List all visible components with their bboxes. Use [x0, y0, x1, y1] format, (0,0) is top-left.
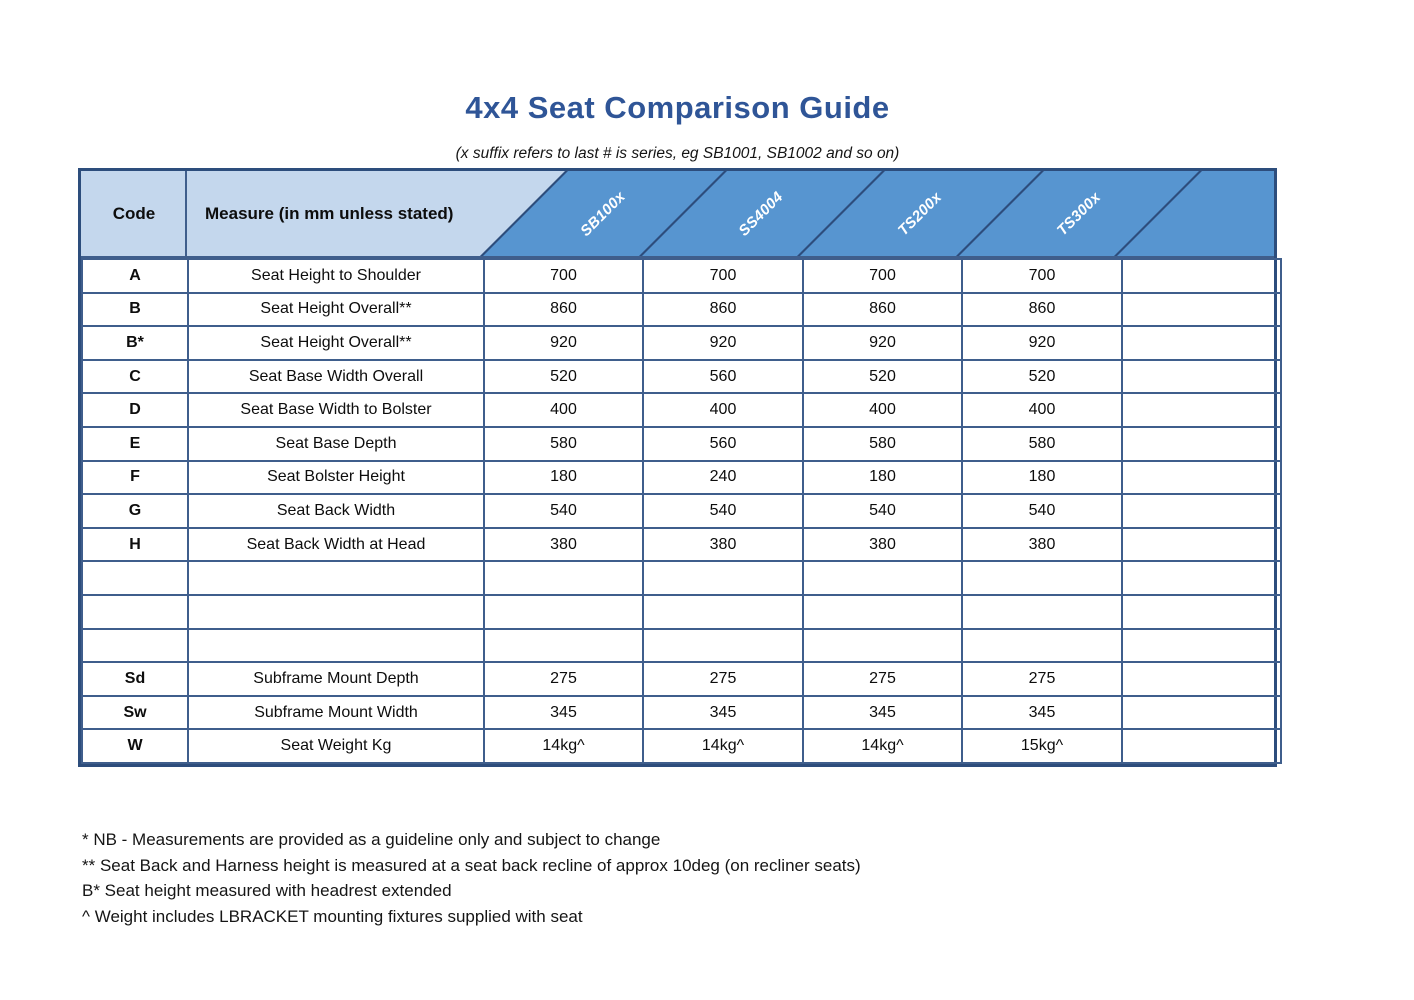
footnote-recline: ** Seat Back and Harness height is measured at a seat back recline of approx 10deg (on recliner seats)	[82, 855, 861, 875]
value-cell: 275	[484, 662, 643, 696]
value-cell: 700	[484, 259, 643, 293]
row-code-cell: D	[82, 393, 188, 427]
value-cell: 860	[803, 293, 962, 327]
comparison-table	[78, 168, 1277, 767]
value-cell: 580	[484, 427, 643, 461]
row-code-cell: B	[82, 293, 188, 327]
footnote-guideline: * NB - Measurements are provided as a guideline only and subject to change	[82, 830, 661, 849]
value-cell: 540	[643, 494, 803, 528]
value-cell	[643, 595, 803, 629]
empty-trailing-cell	[1122, 662, 1281, 696]
product-column-label: TS300x	[1053, 188, 1104, 240]
value-cell: 860	[962, 293, 1122, 327]
value-cell	[484, 561, 643, 595]
row-code-cell: F	[82, 461, 188, 495]
row-measure-cell	[188, 595, 484, 629]
row-measure-cell: Seat Back Width	[188, 494, 484, 528]
value-cell: 520	[484, 360, 643, 394]
empty-trailing-cell	[1122, 360, 1281, 394]
value-cell	[643, 629, 803, 663]
value-cell: 560	[643, 427, 803, 461]
table-row	[82, 326, 1281, 360]
value-cell: 180	[803, 461, 962, 495]
table-row	[82, 729, 1281, 763]
empty-trailing-cell	[1122, 629, 1281, 663]
empty-trailing-cell	[1122, 696, 1281, 730]
value-cell: 14kg^	[484, 729, 643, 763]
value-cell: 380	[803, 528, 962, 562]
row-code-cell: W	[82, 729, 188, 763]
value-cell: 345	[962, 696, 1122, 730]
empty-trailing-cell	[1122, 494, 1281, 528]
row-code-cell: H	[82, 528, 188, 562]
value-cell: 180	[484, 461, 643, 495]
table-row	[82, 528, 1281, 562]
empty-trailing-cell	[1122, 595, 1281, 629]
row-code-cell	[82, 561, 188, 595]
row-measure-cell: Seat Weight Kg	[188, 729, 484, 763]
value-cell: 400	[484, 393, 643, 427]
value-cell: 540	[803, 494, 962, 528]
footnote-weight: ^ Weight includes LBRACKET mounting fixtures supplied with seat	[82, 906, 583, 926]
value-cell	[962, 629, 1122, 663]
row-measure-cell: Seat Base Depth	[188, 427, 484, 461]
comparison-table-body	[82, 259, 1281, 763]
measure-column-header: Measure (in mm unless stated)	[205, 203, 454, 223]
table-row	[82, 259, 1281, 293]
value-cell: 275	[962, 662, 1122, 696]
empty-trailing-cell	[1122, 293, 1281, 327]
value-cell: 920	[484, 326, 643, 360]
empty-trailing-cell	[1122, 729, 1281, 763]
row-code-cell: Sd	[82, 662, 188, 696]
row-measure-cell: Seat Height to Shoulder	[188, 259, 484, 293]
empty-trailing-cell	[1122, 561, 1281, 595]
value-cell	[962, 595, 1122, 629]
value-cell: 14kg^	[803, 729, 962, 763]
value-cell	[803, 595, 962, 629]
value-cell: 400	[962, 393, 1122, 427]
value-cell: 345	[803, 696, 962, 730]
value-cell	[643, 561, 803, 595]
table-row	[82, 561, 1281, 595]
product-column-label: SS4004	[735, 188, 787, 240]
product-column-label: SB100x	[576, 188, 629, 240]
footnote-headrest: B* Seat height measured with headrest extended	[82, 881, 452, 900]
empty-trailing-cell	[1122, 528, 1281, 562]
value-cell: 540	[484, 494, 643, 528]
value-cell	[803, 629, 962, 663]
table-row	[82, 293, 1281, 327]
value-cell	[484, 629, 643, 663]
value-cell: 580	[962, 427, 1122, 461]
value-cell: 400	[643, 393, 803, 427]
value-cell: 700	[803, 259, 962, 293]
row-code-cell	[82, 629, 188, 663]
value-cell: 700	[962, 259, 1122, 293]
row-code-cell	[82, 595, 188, 629]
row-measure-cell	[188, 561, 484, 595]
row-code-cell: G	[82, 494, 188, 528]
row-measure-cell: Seat Height Overall**	[188, 293, 484, 327]
value-cell: 345	[643, 696, 803, 730]
row-code-cell: A	[82, 259, 188, 293]
page-title: 4x4 Seat Comparison Guide	[465, 90, 890, 125]
product-column-label: TS200x	[894, 188, 946, 240]
value-cell: 180	[962, 461, 1122, 495]
row-measure-cell: Seat Base Width to Bolster	[188, 393, 484, 427]
table-row	[82, 629, 1281, 663]
value-cell: 380	[643, 528, 803, 562]
code-column-header: Code	[112, 203, 156, 223]
row-code-cell: Sw	[82, 696, 188, 730]
value-cell: 860	[643, 293, 803, 327]
comparison-table-grid	[81, 258, 1282, 764]
row-measure-cell: Seat Bolster Height	[188, 461, 484, 495]
value-cell: 540	[962, 494, 1122, 528]
empty-trailing-cell	[1122, 461, 1281, 495]
value-cell: 520	[962, 360, 1122, 394]
value-cell: 345	[484, 696, 643, 730]
page-subtitle: (x suffix refers to last # is series, eg SB1001, SB1002 and so on)	[455, 145, 900, 162]
table-header-row	[81, 171, 1274, 258]
value-cell: 275	[643, 662, 803, 696]
empty-trailing-cell	[1122, 326, 1281, 360]
value-cell: 15kg^	[962, 729, 1122, 763]
table-row	[82, 427, 1281, 461]
value-cell	[803, 561, 962, 595]
value-cell: 240	[643, 461, 803, 495]
value-cell: 400	[803, 393, 962, 427]
value-cell: 380	[962, 528, 1122, 562]
value-cell: 275	[803, 662, 962, 696]
row-measure-cell: Subframe Mount Depth	[188, 662, 484, 696]
table-row	[82, 461, 1281, 495]
value-cell: 920	[643, 326, 803, 360]
table-row	[82, 696, 1281, 730]
row-measure-cell: Subframe Mount Width	[188, 696, 484, 730]
footnotes	[82, 827, 1182, 929]
row-measure-cell: Seat Base Width Overall	[188, 360, 484, 394]
value-cell: 860	[484, 293, 643, 327]
table-row	[82, 595, 1281, 629]
row-measure-cell	[188, 629, 484, 663]
value-cell: 920	[962, 326, 1122, 360]
value-cell: 520	[803, 360, 962, 394]
value-cell: 14kg^	[643, 729, 803, 763]
row-code-cell: C	[82, 360, 188, 394]
row-code-cell: E	[82, 427, 188, 461]
value-cell: 920	[803, 326, 962, 360]
row-measure-cell: Seat Height Overall**	[188, 326, 484, 360]
value-cell	[484, 595, 643, 629]
empty-trailing-cell	[1122, 427, 1281, 461]
empty-trailing-cell	[1122, 393, 1281, 427]
row-measure-cell: Seat Back Width at Head	[188, 528, 484, 562]
value-cell: 560	[643, 360, 803, 394]
row-code-cell: B*	[82, 326, 188, 360]
value-cell	[962, 561, 1122, 595]
value-cell: 580	[803, 427, 962, 461]
table-row	[82, 494, 1281, 528]
table-row	[82, 393, 1281, 427]
table-row	[82, 662, 1281, 696]
value-cell: 700	[643, 259, 803, 293]
value-cell: 380	[484, 528, 643, 562]
empty-trailing-cell	[1122, 259, 1281, 293]
table-row	[82, 360, 1281, 394]
